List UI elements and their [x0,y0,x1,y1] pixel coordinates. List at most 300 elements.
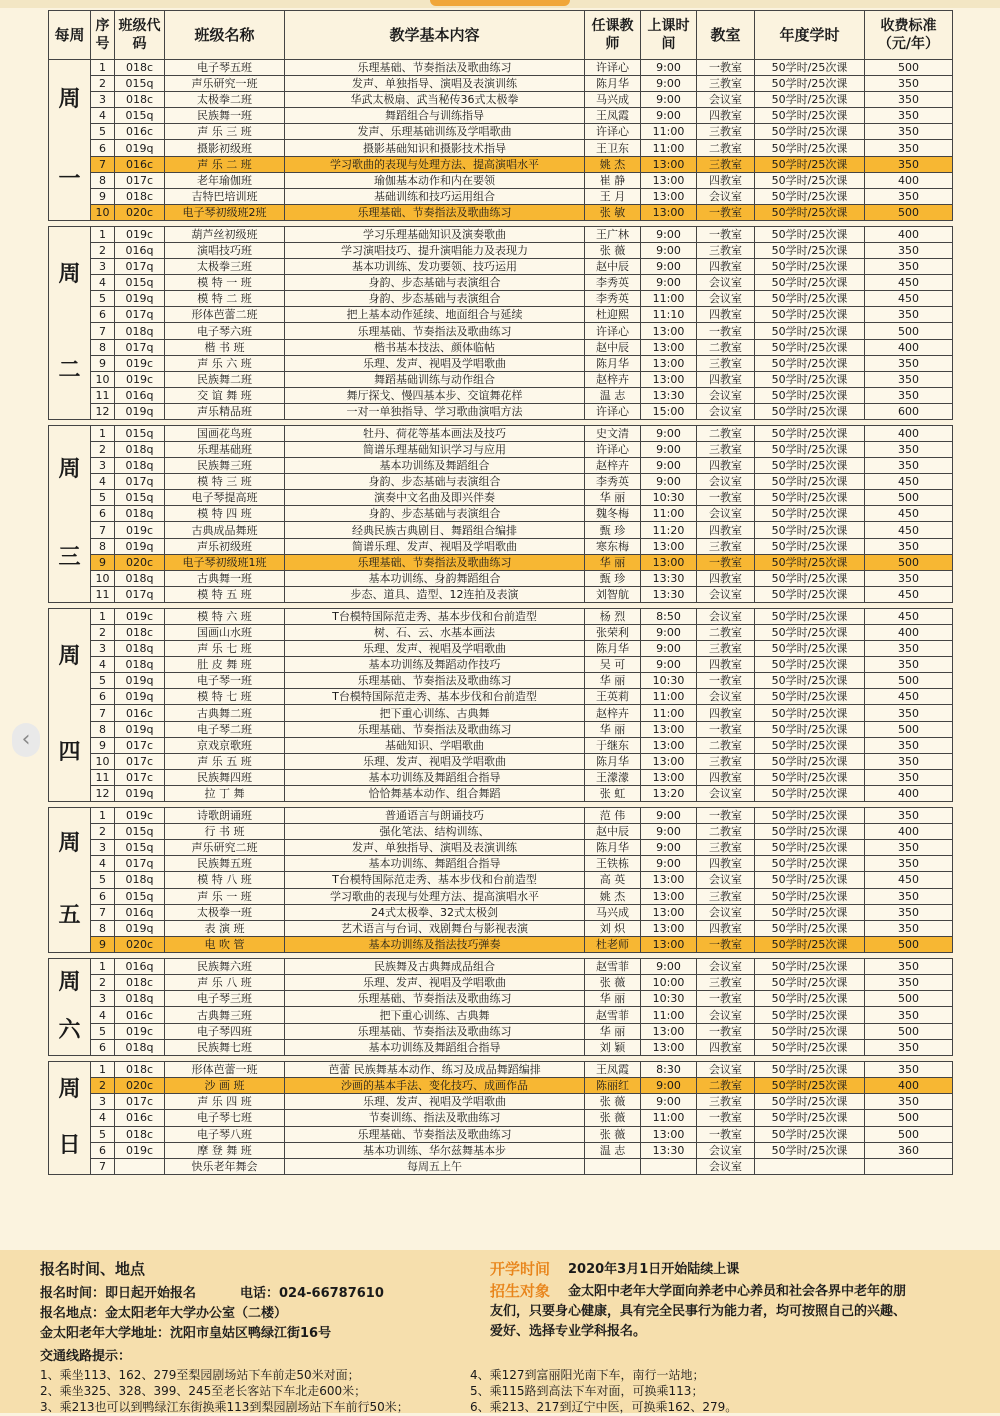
cell-content: 基本功训练及指法技巧弹奏 [285,936,585,952]
cell-fee: 350 [865,959,953,975]
cell-seq: 8 [91,172,115,188]
cell-fee: 450 [865,586,953,602]
cell-fee: 500 [865,323,953,339]
table-row [49,1094,953,1110]
cell-code: 019c [115,371,165,387]
cell-time: 13:00 [641,936,697,952]
cell-code: 016q [115,959,165,975]
cell-hours: 50学时/25次课 [755,888,865,904]
cell-seq: 1 [91,426,115,442]
table-row [49,387,953,403]
cell-class-name: 民族舞一班 [165,108,285,124]
cell-content: 基础知识、学唱歌曲 [285,737,585,753]
cell-fee: 450 [865,872,953,888]
cell-time: 11:00 [641,506,697,522]
cell-time: 11:00 [641,705,697,721]
cell-code: 018c [115,1126,165,1142]
table-row [49,490,953,506]
cell-fee [865,1158,953,1174]
cell-fee: 500 [865,721,953,737]
cell-seq: 11 [91,769,115,785]
cell-teacher: 华 丽 [585,490,641,506]
cell-teacher: 华 丽 [585,1023,641,1039]
cell-fee: 450 [865,474,953,490]
cell-class-name: 形体芭蕾一班 [165,1062,285,1078]
table-row [49,243,953,259]
cell-content: T台模特国际范走秀、基本步伐和台前造型 [285,689,585,705]
cell-code: 015q [115,275,165,291]
table-row [49,108,953,124]
cell-fee: 450 [865,506,953,522]
cell-content: 乐理基础、节奏指法及歌曲练习 [285,554,585,570]
cell-time: 11:00 [641,1007,697,1023]
cell-teacher: 马兴成 [585,904,641,920]
cell-code: 017q [115,339,165,355]
cell-room: 一教室 [697,227,755,243]
table-row [49,1007,953,1023]
cell-class-name: 电子琴五班 [165,60,285,76]
cell-code: 016q [115,904,165,920]
cell-hours: 50学时/25次课 [755,538,865,554]
cell-code: 017c [115,1094,165,1110]
cell-hours: 50学时/25次课 [755,991,865,1007]
schedule-table [48,10,953,1175]
cell-time: 13:20 [641,785,697,801]
cell-room: 三教室 [697,538,755,554]
cell-content: 华武太极扇、武当秘传36式太极拳 [285,92,585,108]
cell-hours: 50学时/25次课 [755,1094,865,1110]
cell-class-name: 电子琴初级班1班 [165,554,285,570]
cell-room: 四教室 [697,371,755,387]
cell-time: 13:00 [641,355,697,371]
table-row [49,975,953,991]
cell-code: 017q [115,586,165,602]
cell-content: T台模特国际范走秀、基本步伐和台前造型 [285,609,585,625]
cell-class-name: 民族舞五班 [165,856,285,872]
cell-content: 乐理、发声、视唱及学唱歌曲 [285,641,585,657]
cell-hours: 50学时/25次课 [755,1126,865,1142]
header-room: 教室 [697,11,755,60]
cell-room: 会议室 [697,474,755,490]
table-row [49,625,953,641]
table-row [49,785,953,801]
cell-hours: 50学时/25次课 [755,307,865,323]
cell-time: 9:00 [641,641,697,657]
cell-hours: 50学时/25次课 [755,387,865,403]
cell-seq: 5 [91,291,115,307]
cell-code: 019q [115,689,165,705]
cell-seq: 5 [91,673,115,689]
cell-seq: 1 [91,1062,115,1078]
cell-content: 基本功训练、华尔兹舞基本步 [285,1142,585,1158]
cell-hours: 50学时/25次课 [755,204,865,220]
cell-seq: 3 [91,92,115,108]
cell-seq: 9 [91,737,115,753]
cell-room: 会议室 [697,188,755,204]
cell-room: 四教室 [697,856,755,872]
cell-time: 9:00 [641,76,697,92]
cell-content: 发声、乐理基础训练及学唱歌曲 [285,124,585,140]
cell-fee: 450 [865,689,953,705]
cell-teacher: 李秀英 [585,291,641,307]
cell-time: 13:30 [641,387,697,403]
cell-content: 基础训练和技巧运用组合 [285,188,585,204]
cell-room: 四教室 [697,570,755,586]
cell-fee: 350 [865,108,953,124]
cell-fee: 350 [865,753,953,769]
cell-room: 三教室 [697,888,755,904]
cell-time: 9:00 [641,458,697,474]
cell-time: 13:30 [641,586,697,602]
cell-room: 四教室 [697,522,755,538]
cell-teacher: 杨 烈 [585,609,641,625]
cell-content: 节奏训练、指法及歌曲练习 [285,1110,585,1126]
cell-room: 会议室 [697,403,755,419]
cell-fee: 400 [865,339,953,355]
cell-class-name: 模 特 七 班 [165,689,285,705]
cell-content: 乐理基础、节奏指法及歌曲练习 [285,1023,585,1039]
cell-code: 017c [115,172,165,188]
cell-fee: 350 [865,259,953,275]
cell-seq: 9 [91,188,115,204]
cell-teacher: 华 丽 [585,991,641,1007]
cell-code: 017c [115,737,165,753]
cell-room: 一教室 [697,673,755,689]
schedule-sheet [48,10,952,1175]
cell-room: 四教室 [697,259,755,275]
table-row [49,824,953,840]
registration-time: 报名时间：即日起开始报名 [40,1286,197,1301]
cell-class-name: 声 乐 七 班 [165,641,285,657]
cell-hours: 50学时/25次课 [755,769,865,785]
cell-fee: 350 [865,92,953,108]
cell-code: 018q [115,506,165,522]
cell-class-name: 电子琴七班 [165,1110,285,1126]
cell-fee: 350 [865,1007,953,1023]
cell-teacher: 温 志 [585,1142,641,1158]
cell-content: 乐理、发声、视唱及学唱歌曲 [285,975,585,991]
table-row [49,1110,953,1126]
cell-room: 会议室 [697,1142,755,1158]
cell-teacher: 李秀英 [585,474,641,490]
cell-time: 9:00 [641,474,697,490]
cell-room: 三教室 [697,753,755,769]
cell-time: 9:00 [641,1078,697,1094]
cell-seq: 7 [91,156,115,172]
cell-hours: 50学时/25次课 [755,275,865,291]
cell-content: 乐理、发声、视唱及学唱歌曲 [285,1094,585,1110]
cell-hours: 50学时/25次课 [755,920,865,936]
table-row [49,259,953,275]
cell-hours: 50学时/25次课 [755,371,865,387]
cell-fee: 350 [865,1094,953,1110]
cell-room: 一教室 [697,1126,755,1142]
chevron-left-icon[interactable]: ‹ [12,723,40,757]
cell-teacher: 张 虹 [585,785,641,801]
cell-seq: 7 [91,1158,115,1174]
cell-teacher: 陈月华 [585,76,641,92]
cell-time: 13:00 [641,769,697,785]
cell-teacher: 华 丽 [585,673,641,689]
cell-class-name: 太极拳三班 [165,259,285,275]
cell-teacher: 赵中辰 [585,824,641,840]
cell-fee: 450 [865,522,953,538]
table-row [49,92,953,108]
cell-content: 一对一单独指导、学习歌曲演唱方法 [285,403,585,419]
cell-teacher: 范 伟 [585,808,641,824]
cell-content: 基本功训练及舞蹈动作技巧 [285,657,585,673]
cell-fee: 400 [865,625,953,641]
cell-code: 018q [115,570,165,586]
cell-code: 018q [115,1039,165,1055]
cell-room: 一教室 [697,808,755,824]
day-label: 周日 [49,1062,91,1175]
cell-teacher: 赵雪菲 [585,1007,641,1023]
cell-class-name: 电子琴八班 [165,1126,285,1142]
cell-teacher: 崔 静 [585,172,641,188]
table-row [49,474,953,490]
cell-hours [755,1158,865,1174]
cell-fee: 350 [865,458,953,474]
cell-hours: 50学时/25次课 [755,904,865,920]
cell-fee: 500 [865,490,953,506]
table-row [49,403,953,419]
cell-content: 楷书基本技法、颜体临帖 [285,339,585,355]
cell-hours: 50学时/25次课 [755,554,865,570]
cell-room: 三教室 [697,243,755,259]
cell-fee: 350 [865,975,953,991]
cell-content: 发声、单独指导、演唱及表演训练 [285,76,585,92]
cell-hours: 50学时/25次课 [755,323,865,339]
cell-code: 016c [115,1110,165,1126]
cell-content: 摄影基础知识和摄影技术指导 [285,140,585,156]
cell-fee: 350 [865,538,953,554]
cell-code: 015q [115,888,165,904]
cell-class-name: 表 演 班 [165,920,285,936]
cell-room: 三教室 [697,355,755,371]
table-row [49,991,953,1007]
table-row [49,522,953,538]
cell-time: 13:00 [641,1023,697,1039]
cell-room: 一教室 [697,936,755,952]
cell-time: 13:00 [641,753,697,769]
cell-fee: 500 [865,673,953,689]
table-row [49,1126,953,1142]
cell-time: 13:30 [641,1142,697,1158]
cell-hours: 50学时/25次课 [755,840,865,856]
cell-hours: 50学时/25次课 [755,506,865,522]
cell-code: 017c [115,769,165,785]
cell-code: 018c [115,188,165,204]
cell-hours: 50学时/25次课 [755,92,865,108]
cell-code: 019q [115,721,165,737]
cell-seq: 2 [91,243,115,259]
enroll-text-line3: 爱好、选择专业学科报名。 [490,1324,647,1339]
cell-seq: 5 [91,124,115,140]
cell-fee: 500 [865,936,953,952]
table-row [49,673,953,689]
cell-class-name: 太极拳二班 [165,92,285,108]
cell-teacher: 寒东梅 [585,538,641,554]
cell-class-name: 电子琴初级班2班 [165,204,285,220]
cell-content: 学习演唱技巧、提升演唱能力及表现力 [285,243,585,259]
cell-content: 乐理基础、节奏指法及歌曲练习 [285,204,585,220]
cell-room: 四教室 [697,458,755,474]
cell-time: 9:00 [641,1094,697,1110]
cell-seq: 4 [91,856,115,872]
cell-teacher: 甄 珍 [585,522,641,538]
cell-hours: 50学时/25次课 [755,673,865,689]
cell-teacher: 王广林 [585,227,641,243]
cell-code: 016c [115,124,165,140]
cell-content: 基本功训练及舞蹈组合 [285,458,585,474]
cell-room: 一教室 [697,490,755,506]
cell-room: 一教室 [697,323,755,339]
cell-code: 017q [115,307,165,323]
cell-class-name: 拉 丁 舞 [165,785,285,801]
cell-code: 015q [115,76,165,92]
cell-teacher: 张 薇 [585,1094,641,1110]
day-label: 周一 [49,60,91,221]
cell-class-name: 声 乐 一 班 [165,888,285,904]
table-row [49,188,953,204]
cell-code: 018c [115,975,165,991]
cell-hours: 50学时/25次课 [755,936,865,952]
cell-teacher: 马兴成 [585,92,641,108]
cell-fee: 500 [865,554,953,570]
cell-teacher: 许译心 [585,124,641,140]
table-row [49,172,953,188]
cell-teacher: 王凤霞 [585,1062,641,1078]
cell-fee: 400 [865,824,953,840]
table-row [49,904,953,920]
cell-class-name: 声 乐 六 班 [165,355,285,371]
table-header [49,11,953,60]
traffic-route-4: 4、乘127到富丽阳光南下车，南行一站地； [470,1368,705,1382]
cell-time: 13:30 [641,570,697,586]
cell-code: 020c [115,936,165,952]
cell-teacher: 魏冬梅 [585,506,641,522]
cell-room: 会议室 [697,785,755,801]
cell-room: 二教室 [697,140,755,156]
cell-seq: 12 [91,785,115,801]
cell-teacher: 陈月华 [585,641,641,657]
cell-room: 一教室 [697,1110,755,1126]
cell-content: 发声、单独指导、演唱及表演训练 [285,840,585,856]
cell-code: 016c [115,1007,165,1023]
cell-content: 基本功训练、发功要领、技巧运用 [285,259,585,275]
cell-teacher: 杜老师 [585,936,641,952]
table-row [49,1078,953,1094]
cell-seq: 4 [91,657,115,673]
cell-code: 019c [115,1023,165,1039]
cell-code: 015q [115,108,165,124]
cell-hours: 50学时/25次课 [755,705,865,721]
cell-teacher: 吴 可 [585,657,641,673]
cell-fee: 350 [865,840,953,856]
cell-code: 019c [115,522,165,538]
table-row [49,1062,953,1078]
table-row [49,323,953,339]
cell-hours: 50学时/25次课 [755,737,865,753]
header-hours: 年度学时 [755,11,865,60]
cell-time: 11:00 [641,140,697,156]
cell-time: 9:00 [641,856,697,872]
cell-seq: 5 [91,872,115,888]
cell-teacher: 赵中辰 [585,259,641,275]
cell-code: 015q [115,426,165,442]
cell-time: 9:00 [641,625,697,641]
cell-room: 会议室 [697,904,755,920]
cell-hours: 50学时/25次课 [755,458,865,474]
cell-class-name: 摄影初级班 [165,140,285,156]
traffic-route-6: 6、乘213、217到辽宁中医，可换乘162、279。 [470,1400,738,1414]
cell-class-name: 电子琴二班 [165,721,285,737]
cell-seq: 4 [91,474,115,490]
cell-code: 018c [115,1062,165,1078]
cell-teacher: 王英莉 [585,689,641,705]
cell-content: 瑜伽基本动作和内在要领 [285,172,585,188]
cell-teacher: 许译心 [585,403,641,419]
cell-teacher: 王卫东 [585,140,641,156]
cell-time: 11:00 [641,689,697,705]
cell-room: 会议室 [697,275,755,291]
cell-content: 乐理基础、节奏指法及歌曲练习 [285,1126,585,1142]
cell-seq: 2 [91,975,115,991]
cell-content: 乐理、发声、视唱及学唱歌曲 [285,753,585,769]
cell-time: 9:00 [641,60,697,76]
cell-time: 13:00 [641,538,697,554]
cell-content: 恰恰舞基本动作、组合舞蹈 [285,785,585,801]
cell-hours: 50学时/25次课 [755,403,865,419]
cell-hours: 50学时/25次课 [755,188,865,204]
cell-class-name: 电子琴一班 [165,673,285,689]
table-row [49,339,953,355]
cell-content: 乐理基础、节奏指法及歌曲练习 [285,673,585,689]
cell-fee: 450 [865,275,953,291]
cell-seq: 2 [91,625,115,641]
cell-class-name: 乐理基础班 [165,442,285,458]
table-row [49,959,953,975]
cell-room: 一教室 [697,721,755,737]
cell-time: 11:00 [641,1110,697,1126]
cell-teacher: 陈丽红 [585,1078,641,1094]
cell-room: 四教室 [697,920,755,936]
cell-seq: 9 [91,936,115,952]
cell-room: 会议室 [697,506,755,522]
cell-fee: 360 [865,1142,953,1158]
cell-class-name: 模 特 八 班 [165,872,285,888]
cell-hours: 50学时/25次课 [755,609,865,625]
cell-teacher: 赵中辰 [585,339,641,355]
cell-content: 学习歌曲的表现与处理方法、提高演唱水平 [285,156,585,172]
cell-fee: 500 [865,1023,953,1039]
cell-hours: 50学时/25次课 [755,975,865,991]
cell-hours: 50学时/25次课 [755,156,865,172]
cell-class-name: 葫芦丝初级班 [165,227,285,243]
cell-seq: 6 [91,888,115,904]
cell-seq: 5 [91,1023,115,1039]
cell-teacher: 张 薇 [585,1110,641,1126]
cell-class-name: 电子琴六班 [165,323,285,339]
cell-code: 019q [115,403,165,419]
cell-code: 018c [115,60,165,76]
cell-time: 13:00 [641,204,697,220]
cell-time: 10:30 [641,490,697,506]
cell-room: 四教室 [697,108,755,124]
cell-content: 树、石、云、水基本画法 [285,625,585,641]
traffic-route-5: 5、乘115路到高法下车对面，可换乘113； [470,1384,704,1398]
